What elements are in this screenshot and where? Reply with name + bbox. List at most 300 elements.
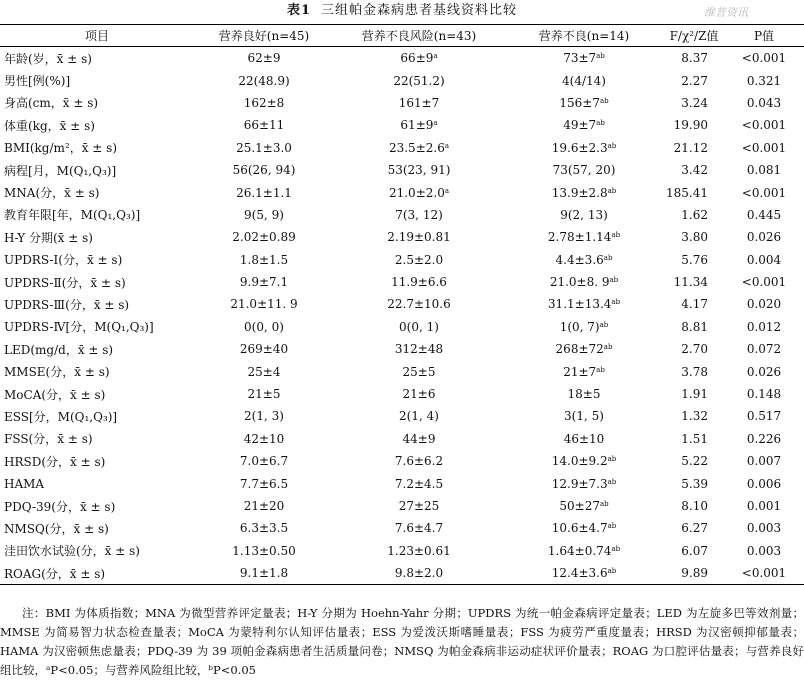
col-header-group1: 营养良好(n=45) xyxy=(194,25,334,47)
cell-group3 xyxy=(504,495,664,517)
cell-group1 xyxy=(194,69,334,91)
table-row xyxy=(0,316,804,338)
cell-group1 xyxy=(194,472,334,494)
cell-group3-value: 156±7 xyxy=(559,95,600,110)
cell-group1 xyxy=(194,293,334,315)
cell-group1-value: 66±11 xyxy=(243,118,285,133)
significance-marker: ab xyxy=(611,231,621,240)
cell-group1-value: 42±10 xyxy=(243,431,285,446)
row-item-label-value: MoCA(分，x̄ ± s) xyxy=(4,387,106,402)
cell-p xyxy=(724,338,804,360)
row-item-label xyxy=(0,159,194,181)
significance-marker: ab xyxy=(607,567,617,576)
cell-group1-value: 2(1, 3) xyxy=(244,409,284,424)
cell-stat-value: 1.62 xyxy=(681,207,708,222)
cell-group3-value: 18±5 xyxy=(567,387,601,402)
cell-p xyxy=(724,316,804,338)
row-item-label-value: H-Y 分期(x̄ ± s) xyxy=(4,230,93,245)
cell-p-value: 0.026 xyxy=(746,230,782,245)
cell-stat xyxy=(664,562,724,585)
cell-group3 xyxy=(504,226,664,248)
cell-group3-value: 9(2, 13) xyxy=(560,207,608,222)
cell-group2-value: 22(51.2) xyxy=(393,73,445,88)
cell-group3-value: 4(4/14) xyxy=(562,73,606,88)
cell-group1 xyxy=(194,114,334,136)
table-row xyxy=(0,472,804,494)
cell-stat-value: 6.07 xyxy=(681,543,708,558)
cell-group2 xyxy=(334,92,504,114)
cell-p-value: 0.004 xyxy=(746,252,782,267)
cell-group1-value: 9.9±7.1 xyxy=(239,275,289,290)
cell-group1 xyxy=(194,181,334,203)
significance-marker: ab xyxy=(607,455,617,464)
row-item-label-value: 身高(cm，x̄ ± s) xyxy=(4,96,99,111)
significance-marker: ab xyxy=(596,52,605,61)
table-row xyxy=(0,47,804,70)
cell-p xyxy=(724,226,804,248)
row-item-label-value: 病程[月，M(Q₁,Q₃)] xyxy=(4,163,117,178)
cell-stat-value: 3.42 xyxy=(681,163,708,178)
cell-group3-value: 14.0±9.2 xyxy=(551,454,608,469)
col-header-item: 项目 xyxy=(0,25,194,47)
cell-group3-value: 268±72 xyxy=(555,342,604,357)
cell-stat-value: 2.70 xyxy=(681,342,708,357)
cell-group1-value: 1.13±0.50 xyxy=(232,543,296,558)
cell-stat-value: 5.39 xyxy=(681,476,708,491)
cell-group2 xyxy=(334,204,504,226)
col-header-stat: F/χ²/Z值 xyxy=(664,25,724,47)
table-row xyxy=(0,450,804,472)
cell-p xyxy=(724,472,804,494)
cell-p-value: <0.001 xyxy=(741,51,787,66)
cell-p xyxy=(724,159,804,181)
cell-p xyxy=(724,249,804,271)
cell-group2-value: 53(23, 91) xyxy=(387,163,451,178)
cell-group3-value: 19.6±2.3 xyxy=(551,140,608,155)
cell-group1-value: 9(5, 9) xyxy=(244,207,284,222)
cell-group1 xyxy=(194,226,334,248)
col-header-group3: 营养不良(n=14) xyxy=(504,25,664,47)
cell-stat xyxy=(664,137,724,159)
cell-stat xyxy=(664,316,724,338)
cell-group3 xyxy=(504,405,664,427)
significance-marker: a xyxy=(444,186,450,195)
cell-group1 xyxy=(194,316,334,338)
cell-group2-value: 9.8±2.0 xyxy=(394,566,444,581)
cell-group1 xyxy=(194,47,334,70)
row-item-label xyxy=(0,472,194,494)
table-row xyxy=(0,540,804,562)
significance-marker: ab xyxy=(599,500,609,508)
cell-stat xyxy=(664,428,724,450)
cell-group3-value: 73(57, 20) xyxy=(552,163,616,178)
cell-stat xyxy=(664,495,724,517)
cell-group2-value: 7.2±4.5 xyxy=(394,476,444,491)
cell-group1-value: 21±20 xyxy=(243,499,285,513)
cell-p xyxy=(724,495,804,517)
cell-stat-value: 5.22 xyxy=(681,454,708,469)
cell-stat xyxy=(664,540,724,562)
cell-group2 xyxy=(334,181,504,203)
cell-stat xyxy=(664,114,724,136)
cell-stat xyxy=(664,360,724,382)
cell-group2 xyxy=(334,159,504,181)
row-item-label-value: BMI(kg/m²，x̄ ± s) xyxy=(4,141,118,156)
cell-group1-value: 269±40 xyxy=(239,342,289,357)
cell-p xyxy=(724,517,804,539)
cell-p-value: 0.006 xyxy=(746,476,782,491)
cell-p xyxy=(724,360,804,382)
cell-group2-value: 2.5±2.0 xyxy=(394,252,444,267)
cell-group1-value: 162±8 xyxy=(243,95,285,110)
cell-group3 xyxy=(504,47,664,70)
table-footnote: 注：BMI 为体质指数；MNA 为微型营养评定量表；H-Y 分期为 Hoehn-Yahr 分期；UPDRS 为统一帕金森病评定量表；LED 为左旋多巴等效剂量；MMSE 为简易智力状态检查量表；MoCA 为蒙特利尔认知评估量表；ESS 为爱泼沃斯嗜睡量表；FSS 为疲劳严重度量表；HRSD 为汉密顿抑郁量表；HAMA 为汉密顿焦虑量表；PDQ-39 为 39 项帕金森病患者生活质量问卷；NMSQ 为帕金森病非运动症状评价量表；ROAG 为口腔评估量表；与营养良好组比较，ᵃP<0.05；与营养风险组比较，ᵇP<0.05 xyxy=(0,606,804,677)
row-item-label-value: UPDRS-Ⅲ(分，x̄ ± s) xyxy=(4,297,130,312)
row-item-label xyxy=(0,249,194,271)
row-item-label-value: NMSQ(分，x̄ ± s) xyxy=(4,521,109,536)
cell-group2-value: 22.7±10.6 xyxy=(387,297,451,312)
cell-group3 xyxy=(504,92,664,114)
cell-group3 xyxy=(504,249,664,271)
cell-p-value: 0.072 xyxy=(746,342,782,357)
cell-group1-value: 62±9 xyxy=(247,51,281,66)
row-item-label xyxy=(0,226,194,248)
significance-marker: ab xyxy=(607,522,617,531)
cell-group1 xyxy=(194,360,334,382)
cell-stat-value: 2.27 xyxy=(681,73,708,88)
cell-group1 xyxy=(194,517,334,539)
significance-marker: a xyxy=(444,141,450,150)
cell-group2-value: 21.0±2.0 xyxy=(388,185,445,200)
significance-marker: a xyxy=(433,52,438,61)
table-row xyxy=(0,92,804,114)
cell-group1 xyxy=(194,137,334,159)
table-row xyxy=(0,562,804,585)
row-item-label xyxy=(0,204,194,226)
cell-p xyxy=(724,450,804,472)
cell-group2-value: 7.6±4.7 xyxy=(394,521,444,536)
cell-group2 xyxy=(334,495,504,517)
cell-group1-value: 7.7±6.5 xyxy=(239,476,289,491)
cell-group2-value: 25±5 xyxy=(402,364,436,379)
table-row xyxy=(0,159,804,181)
cell-stat-value: 19.90 xyxy=(673,118,708,133)
cell-stat-value: 9.89 xyxy=(681,566,708,581)
table-title xyxy=(0,0,804,22)
cell-group2-value: 23.5±2.6 xyxy=(388,140,445,155)
cell-group3 xyxy=(504,450,664,472)
col-header-p: P值 xyxy=(724,25,804,47)
cell-group3-value: 3(1, 5) xyxy=(564,409,604,424)
cell-group2-value: 0(0, 1) xyxy=(399,319,439,334)
significance-marker: ab xyxy=(607,141,617,150)
row-item-label-value: UPDRS-Ⅱ(分，x̄ ± s) xyxy=(4,275,126,290)
significance-marker: ab xyxy=(599,96,609,105)
cell-group1-value: 26.1±1.1 xyxy=(236,185,292,200)
cell-stat xyxy=(664,159,724,181)
row-item-label xyxy=(0,562,194,585)
cell-p-value: 0.081 xyxy=(746,163,782,178)
cell-group1-value: 21±5 xyxy=(247,387,281,402)
cell-p xyxy=(724,540,804,562)
row-item-label-value: LED(mg/d，x̄ ± s) xyxy=(4,342,114,357)
cell-group3 xyxy=(504,472,664,494)
cell-group2-value: 312±48 xyxy=(394,342,444,357)
cell-group2 xyxy=(334,114,504,136)
cell-group3-value: 12.9±7.3 xyxy=(551,476,608,491)
cell-stat-value: 11.34 xyxy=(673,275,708,290)
table-row xyxy=(0,69,804,91)
row-item-label xyxy=(0,92,194,114)
cell-stat-value: 3.78 xyxy=(681,364,708,379)
cell-p-value: 0.007 xyxy=(746,454,782,469)
cell-group2 xyxy=(334,360,504,382)
cell-group2-value: 61±9 xyxy=(400,118,434,133)
row-item-label xyxy=(0,271,194,293)
cell-p-value: 0.001 xyxy=(746,499,782,513)
cell-stat xyxy=(664,204,724,226)
cell-group2-value: 7(3, 12) xyxy=(395,207,443,222)
cell-stat xyxy=(664,472,724,494)
row-item-label-value: 洼田饮水试验(分，x̄ ± s) xyxy=(4,544,140,559)
row-item-label xyxy=(0,114,194,136)
cell-stat xyxy=(664,405,724,427)
cell-group3 xyxy=(504,338,664,360)
cell-group2 xyxy=(334,450,504,472)
row-item-label xyxy=(0,316,194,338)
cell-p-value: <0.001 xyxy=(741,566,787,581)
table-caption: 三组帕金森病患者基线资料比较 xyxy=(321,3,518,18)
row-item-label-value: HRSD(分，x̄ ± s) xyxy=(4,454,106,469)
cell-group2 xyxy=(334,540,504,562)
cell-group2 xyxy=(334,562,504,585)
cell-stat xyxy=(664,181,724,203)
cell-group1 xyxy=(194,562,334,585)
table-row xyxy=(0,517,804,539)
row-item-label xyxy=(0,338,194,360)
cell-stat-value: 5.76 xyxy=(681,252,708,267)
cell-group1-value: 25±4 xyxy=(247,364,281,379)
cell-p xyxy=(724,92,804,114)
row-item-label xyxy=(0,181,194,203)
cell-stat xyxy=(664,517,724,539)
table-label: 表1 xyxy=(286,3,312,18)
cell-stat xyxy=(664,47,724,70)
cell-group3 xyxy=(504,69,664,91)
cell-group3-value: 1.64±0.74 xyxy=(547,543,612,558)
cell-group3 xyxy=(504,428,664,450)
cell-group2 xyxy=(334,69,504,91)
cell-group1 xyxy=(194,92,334,114)
cell-stat xyxy=(664,92,724,114)
cell-p xyxy=(724,137,804,159)
cell-group1-value: 2.02±0.89 xyxy=(232,230,296,245)
cell-stat xyxy=(664,226,724,248)
cell-group1 xyxy=(194,159,334,181)
cell-group1-value: 1.8±1.5 xyxy=(239,252,289,267)
cell-group2 xyxy=(334,383,504,405)
header-row xyxy=(0,25,804,47)
cell-group3-value: 46±10 xyxy=(563,431,605,446)
cell-p-value: <0.001 xyxy=(741,140,787,155)
cell-p-value: 0.226 xyxy=(746,431,782,446)
cell-p xyxy=(724,181,804,203)
cell-group1 xyxy=(194,450,334,472)
significance-marker: ab xyxy=(611,298,621,307)
cell-stat-value: 1.91 xyxy=(681,387,708,402)
cell-group3 xyxy=(504,316,664,338)
row-item-label xyxy=(0,383,194,405)
cell-group2-value: 7.6±6.2 xyxy=(394,454,444,469)
row-item-label xyxy=(0,293,194,315)
cell-group1 xyxy=(194,338,334,360)
row-item-label xyxy=(0,405,194,427)
cell-group2-value: 161±7 xyxy=(398,95,440,110)
cell-group3 xyxy=(504,360,664,382)
cell-group2 xyxy=(334,472,504,494)
cell-p xyxy=(724,204,804,226)
cell-group1 xyxy=(194,428,334,450)
cell-group1-value: 56(26, 94) xyxy=(232,163,296,178)
cell-group2-value: 2(1, 4) xyxy=(399,409,439,424)
row-item-label-value: MNA(分，x̄ ± s) xyxy=(4,186,100,201)
cell-group1-value: 7.0±6.7 xyxy=(239,454,289,469)
row-item-label-value: 男性[例(%)] xyxy=(4,74,71,89)
cell-group3-value: 73±7 xyxy=(563,51,597,66)
significance-marker: ab xyxy=(607,186,617,195)
cell-group2-value: 44±9 xyxy=(402,431,436,446)
row-item-label xyxy=(0,69,194,91)
cell-p-value: 0.003 xyxy=(746,543,782,558)
table-row xyxy=(0,405,804,427)
cell-group2 xyxy=(334,428,504,450)
row-item-label xyxy=(0,360,194,382)
cell-group3-value: 31.1±13.4 xyxy=(547,297,612,312)
cell-group2 xyxy=(334,226,504,248)
row-item-label xyxy=(0,495,194,517)
cell-stat-value: 185.41 xyxy=(666,185,708,200)
cell-group3-value: 2.78±1.14 xyxy=(547,230,612,245)
cell-group1-value: 21.0±11. 9 xyxy=(230,297,298,312)
cell-group1 xyxy=(194,495,334,517)
row-item-label-value: UPDRS-Ⅰ(分，x̄ ± s) xyxy=(4,253,123,268)
cell-stat-value: 6.27 xyxy=(681,521,708,536)
cell-group3-value: 4.4±3.6 xyxy=(555,252,604,267)
table-body xyxy=(0,47,804,585)
cell-stat xyxy=(664,69,724,91)
cell-stat-value: 1.51 xyxy=(681,431,708,446)
row-item-label-value: 教育年限[年，M(Q₁,Q₃)] xyxy=(4,208,141,223)
cell-stat-value: 3.24 xyxy=(681,95,708,110)
table-row xyxy=(0,226,804,248)
cell-group2 xyxy=(334,249,504,271)
table-row xyxy=(0,428,804,450)
cell-group1 xyxy=(194,249,334,271)
cell-group3 xyxy=(504,181,664,203)
cell-p xyxy=(724,114,804,136)
row-item-label xyxy=(0,428,194,450)
cell-stat-value: 8.81 xyxy=(681,319,708,334)
cell-group2 xyxy=(334,271,504,293)
significance-marker: ab xyxy=(596,119,605,128)
cell-group1-value: 25.1±3.0 xyxy=(236,140,292,155)
cell-group3 xyxy=(504,204,664,226)
cell-group2-value: 11.9±6.6 xyxy=(391,275,447,290)
cell-stat-value: 1.32 xyxy=(681,409,708,424)
col-header-group2: 营养不良风险(n=43) xyxy=(334,25,504,47)
cell-stat xyxy=(664,271,724,293)
cell-group3 xyxy=(504,540,664,562)
cell-p-value: 0.148 xyxy=(746,387,782,402)
cell-p-value: <0.001 xyxy=(741,275,787,290)
cell-p xyxy=(724,562,804,585)
cell-group3-value: 50±27 xyxy=(559,499,600,513)
cell-stat-value: 8.37 xyxy=(681,51,708,66)
cell-group1 xyxy=(194,383,334,405)
cell-group1-value: 9.1±1.8 xyxy=(239,566,289,581)
cell-group2-value: 1.23±0.61 xyxy=(387,543,451,558)
cell-group1-value: 0(0, 0) xyxy=(244,319,284,334)
row-item-label xyxy=(0,450,194,472)
cell-group3 xyxy=(504,159,664,181)
cell-p xyxy=(724,405,804,427)
row-item-label-value: UPDRS-Ⅳ[分，M(Q₁,Q₃)] xyxy=(4,320,154,335)
table-row xyxy=(0,114,804,136)
table-row xyxy=(0,383,804,405)
cell-p-value: <0.001 xyxy=(741,185,787,200)
cell-group2 xyxy=(334,137,504,159)
table-row xyxy=(0,181,804,203)
cell-p xyxy=(724,47,804,70)
cell-stat-value: 8.10 xyxy=(681,499,708,513)
table-row xyxy=(0,204,804,226)
cell-p-value: 0.043 xyxy=(746,95,782,110)
cell-p xyxy=(724,69,804,91)
cell-group1-value: 22(48.9) xyxy=(238,73,290,88)
cell-group3-value: 13.9±2.8 xyxy=(551,185,608,200)
table-row xyxy=(0,293,804,315)
cell-p xyxy=(724,293,804,315)
cell-group2-value: 21±6 xyxy=(402,387,436,402)
cell-group3 xyxy=(504,383,664,405)
cell-p-value: 0.517 xyxy=(746,409,782,424)
cell-p-value: <0.001 xyxy=(741,118,787,133)
cell-group1 xyxy=(194,271,334,293)
baseline-table xyxy=(0,24,804,585)
significance-marker: ab xyxy=(607,477,617,486)
significance-marker: a xyxy=(433,119,438,128)
significance-marker: ab xyxy=(611,544,621,553)
cell-stat xyxy=(664,293,724,315)
cell-group3 xyxy=(504,271,664,293)
significance-marker: ab xyxy=(599,320,609,329)
significance-marker: ab xyxy=(596,365,605,374)
row-item-label xyxy=(0,540,194,562)
row-item-label xyxy=(0,517,194,539)
cell-group2 xyxy=(334,338,504,360)
cell-group3 xyxy=(504,293,664,315)
cell-group3-value: 21.0±8. 9 xyxy=(549,275,610,290)
row-item-label xyxy=(0,47,194,70)
cell-p-value: 0.003 xyxy=(746,521,782,536)
cell-group2 xyxy=(334,316,504,338)
cell-p xyxy=(724,271,804,293)
significance-marker: ab xyxy=(603,343,613,352)
row-item-label-value: FSS(分，x̄ ± s) xyxy=(4,432,93,447)
cell-p-value: 0.020 xyxy=(746,297,782,312)
cell-p xyxy=(724,383,804,405)
cell-group3 xyxy=(504,114,664,136)
